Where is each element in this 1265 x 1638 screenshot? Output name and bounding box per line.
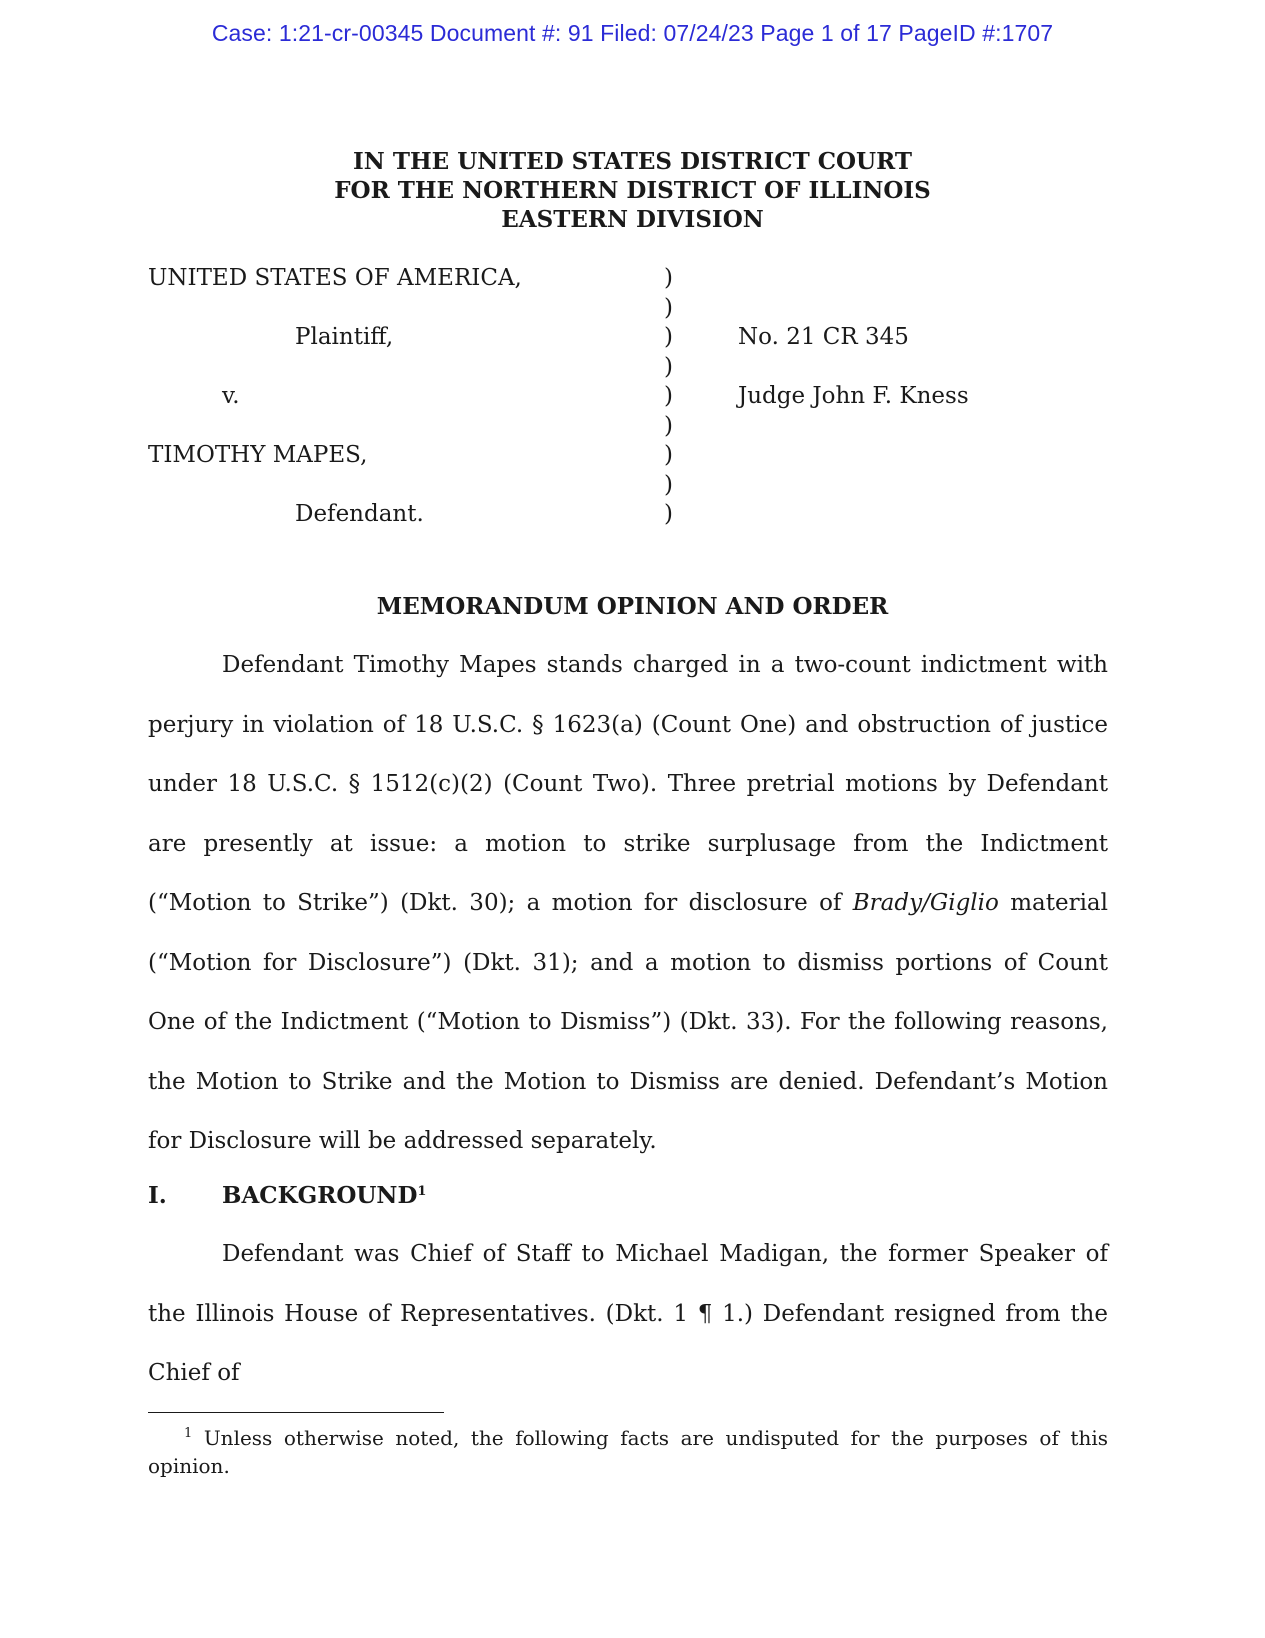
case-number: No. 21 CR 345 bbox=[738, 324, 909, 350]
caption-paren: ) bbox=[664, 354, 673, 380]
defendant-name: TIMOTHY MAPES, bbox=[148, 442, 368, 468]
footnote-reference: 1 bbox=[417, 1184, 427, 1199]
intro-paragraph bbox=[148, 636, 1108, 1172]
intro-text-part-1: Defendant Timothy Mapes stands charged in a two-count indictment with perjury in violation of 18 U.S.C. § 1623(a) (Count One) and obstruction of justice under 18 U.S.C. § 1512(c)(2) (Count Two). Three pretrial motions by Defendant are presently at issue: a motion to strike surplusage from the Indictment (“Motion to Strike”) (Dkt. 30); a motion for disclosure of bbox=[148, 652, 1108, 916]
versus-label: v. bbox=[222, 383, 240, 409]
court-title-line-1: IN THE UNITED STATES DISTRICT COURT bbox=[353, 148, 912, 175]
section-heading bbox=[148, 1182, 426, 1209]
background-paragraph bbox=[148, 1225, 1108, 1404]
caption-paren: ) bbox=[664, 472, 673, 498]
caption-paren: ) bbox=[664, 324, 673, 350]
caption-paren: ) bbox=[664, 295, 673, 321]
plaintiff-role: Plaintiff, bbox=[295, 324, 394, 350]
intro-text-part-2: material (“Motion for Disclosure”) (Dkt. 31); and a motion to dismiss portions of Count One of the Indictment (“Motion to Dismiss”) (Dkt. 33). For the following reasons, the Motion to Strike and the Motion to Dismiss are denied. Defendant’s Motion for Disclosure will be addressed separately. bbox=[148, 890, 1108, 1154]
case-header-stamp: Case: 1:21-cr-00345 Document #: 91 Filed: 07/24/23 Page 1 of 17 PageID #:1707 bbox=[211, 20, 1054, 46]
caption-paren: ) bbox=[664, 442, 673, 468]
footnote-text: Unless otherwise noted, the following facts are undisputed for the purposes of this opinion. bbox=[148, 1426, 1108, 1478]
caption-paren: ) bbox=[664, 383, 673, 409]
footnote bbox=[148, 1424, 1108, 1480]
court-title-line-3: EASTERN DIVISION bbox=[501, 206, 764, 233]
defendant-role: Defendant. bbox=[295, 501, 424, 527]
court-title-line-2: FOR THE NORTHERN DISTRICT OF ILLINOIS bbox=[334, 177, 931, 204]
plaintiff-name: UNITED STATES OF AMERICA, bbox=[148, 265, 522, 291]
intro-italic-term: Brady/Giglio bbox=[852, 890, 999, 916]
caption-paren: ) bbox=[664, 265, 673, 291]
document-title: MEMORANDUM OPINION AND ORDER bbox=[376, 593, 889, 620]
court-title bbox=[0, 147, 1265, 234]
section-number: I. bbox=[148, 1182, 167, 1209]
section-title: BACKGROUND bbox=[222, 1182, 418, 1209]
caption-paren: ) bbox=[664, 501, 673, 527]
footnote-divider bbox=[148, 1412, 444, 1413]
footnote-marker: 1 bbox=[184, 1426, 193, 1441]
caption-paren: ) bbox=[664, 413, 673, 439]
judge-name: Judge John F. Kness bbox=[738, 383, 969, 409]
background-text: Defendant was Chief of Staff to Michael Madigan, the former Speaker of the Illinois House of Representatives. (Dkt. 1 ¶ 1.) Defendant resigned from the Chief of bbox=[148, 1241, 1108, 1386]
